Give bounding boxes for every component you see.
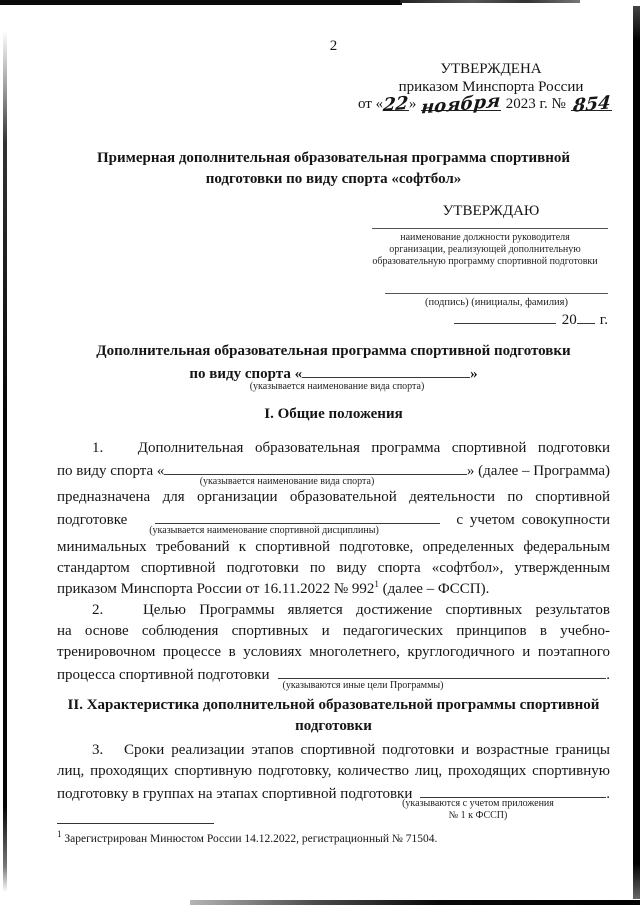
stages-blank xyxy=(420,784,606,798)
p1-line3: предназначена для организации образовательной деятельности по спортивной xyxy=(57,489,610,505)
section-2-heading-line2: подготовки xyxy=(295,718,372,734)
p1-line2-annotation: (указывается наименование вида спорта) xyxy=(199,476,375,487)
section-1-heading: I. Общие положения xyxy=(264,406,403,422)
p2-line4-pre: процесса спортивной подготовки xyxy=(57,667,270,683)
footnote-text xyxy=(57,831,610,848)
year-suffix: г. xyxy=(599,312,608,328)
handwritten-month: ноября xyxy=(420,90,502,119)
p1-line4-word1: с xyxy=(456,512,463,528)
doc-title-line2: подготовки по виду спорта «софтбол» xyxy=(205,171,462,187)
p3-line3-post: . xyxy=(606,786,610,802)
page-number: 2 xyxy=(329,38,338,54)
handwritten-day: 22 xyxy=(382,92,410,117)
p1-line1: 1. Дополнительная образовательная программа спортивной подготовки xyxy=(92,440,610,456)
approve-caption-1: наименование должности руководителя xyxy=(400,232,570,243)
p3-annotation-line1: (указываются с учетом приложения xyxy=(402,798,554,809)
p3-line1: 3. Сроки реализации этапов спортивной подготовки и возрастные границы xyxy=(92,742,610,758)
day-underline xyxy=(382,92,410,117)
p1-line4-pre: подготовке xyxy=(57,512,128,528)
footnote-marker: 1 xyxy=(57,829,62,840)
p1-line4-word2: учетом xyxy=(469,512,515,528)
approve-caption-3: образовательную программу спортивной подготовки xyxy=(372,256,598,267)
order-number-underline xyxy=(571,92,612,117)
discipline-blank xyxy=(155,510,440,524)
subtitle-line2-post: » xyxy=(470,366,478,382)
stamp-approved-by: приказом Минспорта России xyxy=(398,79,584,95)
p1-line2-post: » (далее – Программа) xyxy=(466,463,610,479)
p1-line4-word3: совокупности xyxy=(521,512,610,528)
signature-caption: (подпись) (инициалы, фамилия) xyxy=(424,297,569,308)
date-prefix: от « xyxy=(358,96,384,112)
month-underline xyxy=(420,90,502,119)
handwritten-order-number: 854 xyxy=(571,92,612,117)
stamp-approved-label: УТВЕРЖДЕНА xyxy=(440,61,542,77)
signature-rule xyxy=(385,293,608,294)
p3-annotation-line2: № 1 к ФССП) xyxy=(448,810,508,821)
p1-line5: минимальных требований к спортивной подготовке, определенных федеральным xyxy=(57,539,610,555)
p3-line2: лиц, проходящих спортивную подготовку, количество лиц, проходящих спортивную xyxy=(57,763,610,779)
scan-artifact-bottom-bar xyxy=(190,900,640,905)
doc-title-line1: Примерная дополнительная образовательная программа спортивной xyxy=(96,150,571,166)
approve-label: УТВЕРЖДАЮ xyxy=(442,203,540,219)
date-close-quote: » xyxy=(408,96,417,112)
scan-artifact-right-bar xyxy=(633,6,640,899)
sport-name-blank xyxy=(302,364,470,378)
p2-line3: тренировочном процессе в условиях многолетнего, круглогодичного и поэтапного xyxy=(57,644,610,660)
scan-artifact-top-bar xyxy=(0,0,402,5)
p2-line4-post: . xyxy=(606,667,610,683)
approve-rule xyxy=(372,228,608,229)
year-short-blank xyxy=(577,310,595,324)
p1-line4-annotation: (указывается наименование спортивной дисциплины) xyxy=(149,525,379,536)
subtitle-line1: Дополнительная образовательная программа спортивной подготовки xyxy=(96,343,571,359)
footnote-rule xyxy=(57,823,214,824)
p2-line2: на основе соблюдения спортивных и педагогических принципов в учебно- xyxy=(57,623,610,639)
footnote-body: Зарегистрирован Минюстом России 14.12.2022, регистрационный № 71504. xyxy=(61,833,438,845)
scan-artifact-top-bar-2 xyxy=(400,0,580,3)
year-line xyxy=(385,310,608,329)
section-2-heading-line1: II. Характеристика дополнительной образовательной программы спортивной xyxy=(67,697,600,713)
p1-line7 xyxy=(57,581,610,598)
date-year-number-label: 2023 г. № xyxy=(505,96,566,112)
scan-artifact-left-bar xyxy=(3,30,7,892)
p3-line3-pre: подготовку в группах на этапах спортивной подготовки xyxy=(57,786,413,802)
subtitle-annotation: (указывается наименование вида спорта) xyxy=(249,381,425,392)
p1-line7-post: (далее – ФССП). xyxy=(378,581,490,597)
p1-line6: стандартом спортивной подготовки по виду спорта «софтбол», утвержденным xyxy=(57,560,610,576)
approve-caption-2: организации, реализующей дополнительную xyxy=(389,244,581,255)
p1-line7-pre: приказом Минспорта России от 16.11.2022 № 992 xyxy=(57,581,375,597)
footnote-ref-marker: 1 xyxy=(374,579,379,589)
year-blank xyxy=(454,310,556,324)
year-prefix: 20 xyxy=(561,312,577,328)
other-goals-blank xyxy=(278,665,607,679)
p1-line2-pre: по виду спорта « xyxy=(57,463,165,479)
p2-line4-annotation: (указываются иные цели Программы) xyxy=(282,680,444,691)
stamp-order-date-line xyxy=(358,90,612,119)
sport-name-blank-2 xyxy=(164,461,466,475)
subtitle-line2-pre: по виду спорта « xyxy=(189,366,303,382)
p2-line1: 2. Целью Программы является достижение спортивных результатов xyxy=(92,602,610,618)
